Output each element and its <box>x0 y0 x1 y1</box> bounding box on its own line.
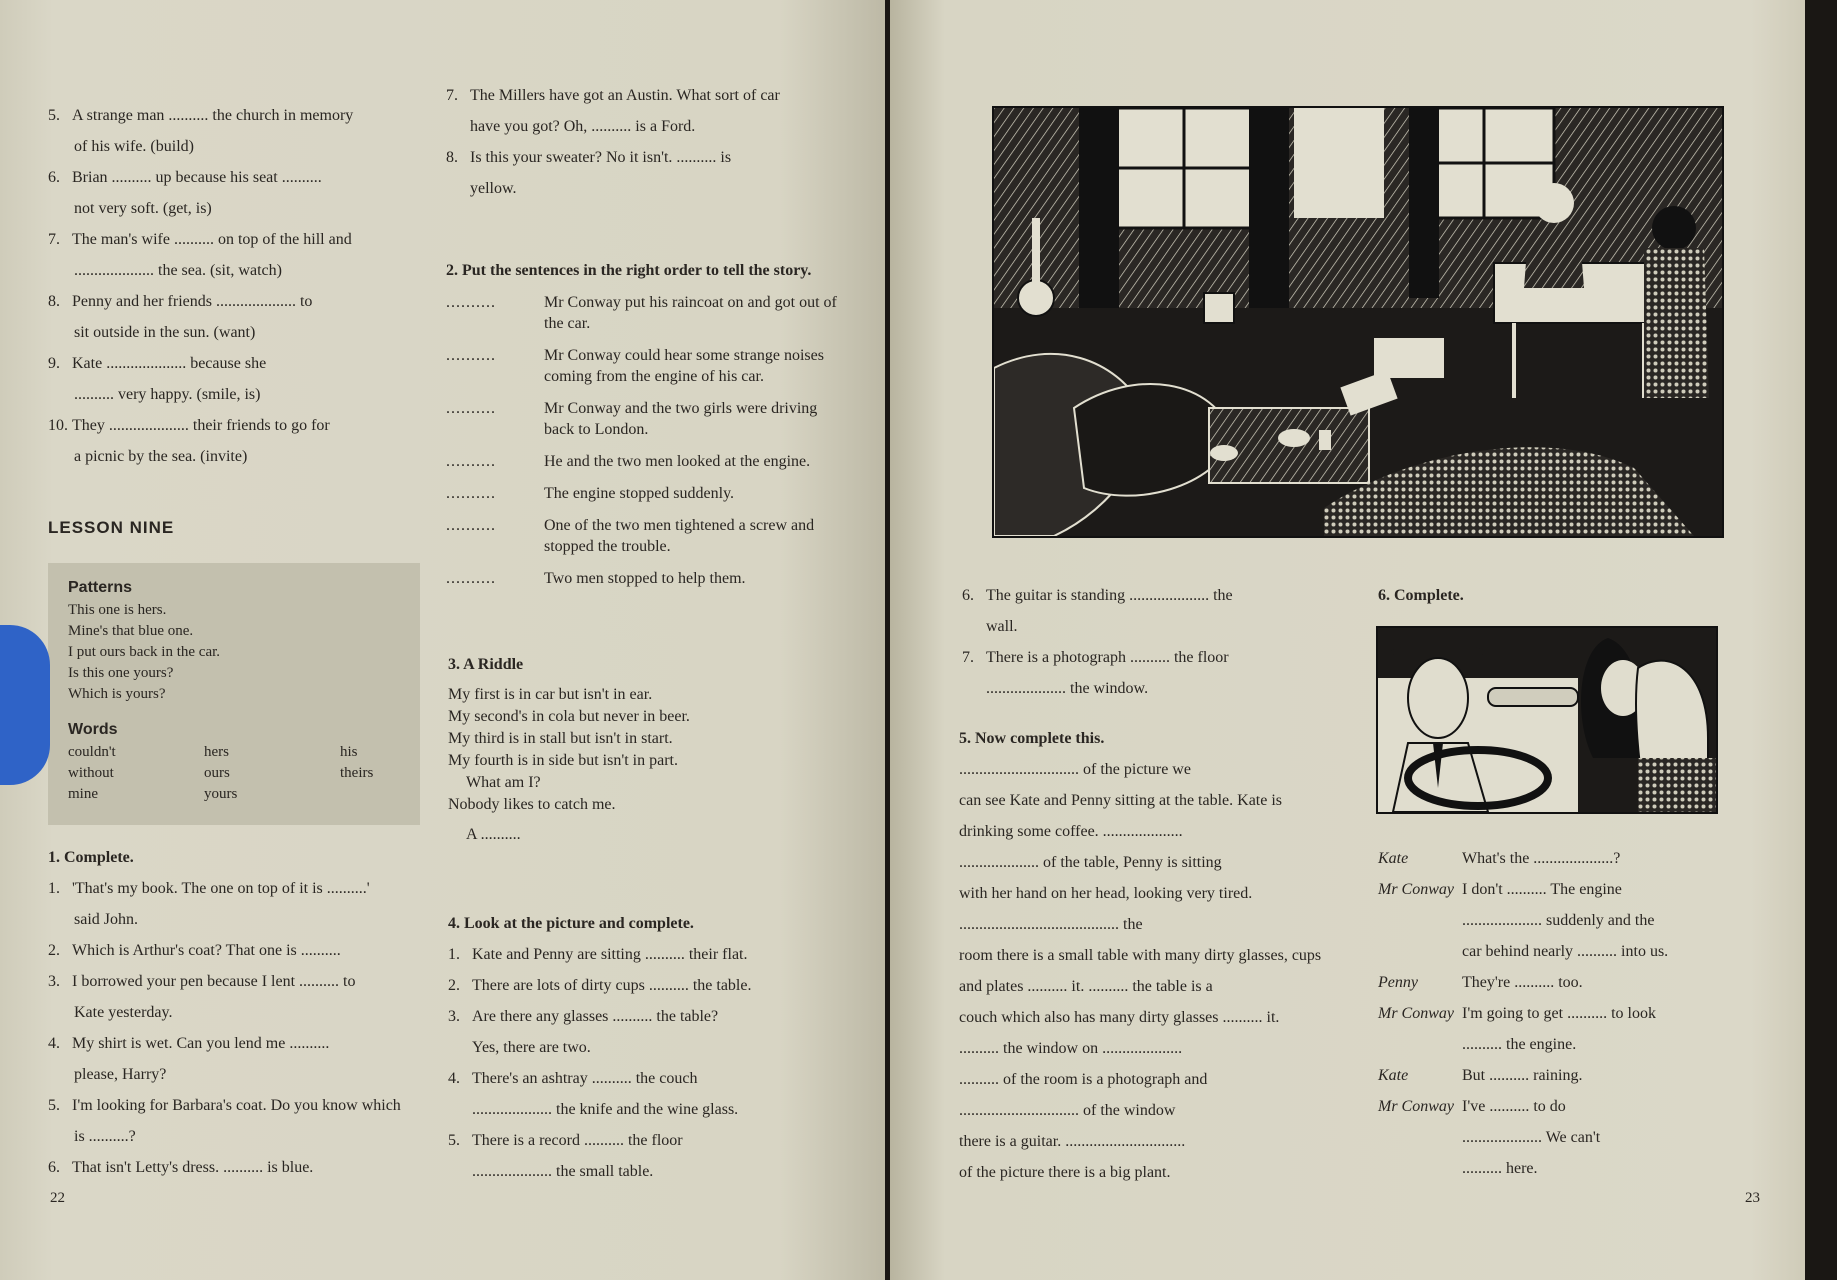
item-text: Which is Arthur's coat? That one is .......... <box>72 942 341 959</box>
car-drawing <box>1378 628 1716 812</box>
dialogue-line: .......... here. <box>1462 1160 1538 1177</box>
item-number: 2. <box>448 977 460 994</box>
riddle-line: My third is in stall but isn't in start. <box>448 730 673 747</box>
item-number: 6. <box>48 1159 60 1176</box>
item-text: The guitar is standing .................... the <box>986 587 1233 604</box>
list-item <box>48 162 428 193</box>
item-text: Brian .......... up because his seat .......... <box>72 169 322 186</box>
speaker <box>1378 1029 1462 1060</box>
item-number: 6. <box>48 169 60 186</box>
list-item <box>448 1125 848 1156</box>
item-text: They .................... their friends to go for <box>72 417 330 434</box>
paragraph-line: can see Kate and Penny sitting at the table. Kate is <box>959 792 1283 809</box>
dialogue-line: I don't .......... The engine <box>1462 881 1622 898</box>
paragraph-line: couch which also has many dirty glasses .......... it. <box>959 1009 1280 1026</box>
paragraph-line: there is a guitar. .............................. <box>959 1133 1186 1150</box>
paragraph-line: .......... the window on .................... <box>959 1040 1183 1057</box>
blue-sticky-tab <box>0 625 50 785</box>
answer-blank: .......... <box>446 400 496 417</box>
story-sentence: Mr Conway put his raincoat on and got out of the car. <box>544 294 837 332</box>
item-text: I borrowed your pen because I lent .......... to <box>72 973 356 990</box>
left-page <box>0 0 885 1280</box>
pattern-line: Mine's that blue one. <box>68 623 194 639</box>
list-item <box>48 966 428 997</box>
riddle-line: My second's in cola but never in beer. <box>448 708 690 725</box>
paragraph-line: drinking some coffee. .................... <box>959 823 1183 840</box>
word-item: hers <box>204 744 229 760</box>
item-text: Penny and her friends .................... to <box>72 293 313 310</box>
item-text-continued: .................... the knife and the wine glass. <box>472 1101 739 1118</box>
pattern-line: I put ours back in the car. <box>68 644 221 660</box>
item-text: Kate .................... because she <box>72 355 267 372</box>
patterns-box <box>48 563 420 825</box>
speaker <box>1378 905 1462 936</box>
paragraph-line: with her hand on her head, looking very tired. <box>959 885 1253 902</box>
word-item: ours <box>204 765 230 781</box>
list-item <box>446 80 846 111</box>
answer-blank: .......... <box>446 485 496 502</box>
story-sentence: He and the two men looked at the engine. <box>544 453 811 470</box>
car-illustration <box>1376 626 1718 814</box>
item-text-continued: Kate yesterday. <box>74 1004 173 1021</box>
pattern-line: This one is hers. <box>68 602 167 618</box>
item-text-continued: .......... very happy. (smile, is) <box>74 386 261 403</box>
item-number: 2. <box>48 942 60 959</box>
paragraph-line: .......... of the room is a photograph and <box>959 1071 1208 1088</box>
exercise-4-continued <box>962 580 1342 704</box>
word-item: his <box>340 744 358 760</box>
item-text-continued: sit outside in the sun. (want) <box>74 324 256 341</box>
exercise-6-heading: 6. Complete. <box>1378 587 1464 604</box>
patterns-heading: Patterns <box>68 579 133 596</box>
exercise-2-heading: 2. Put the sentences in the right order to tell the story. <box>446 262 812 279</box>
item-text-continued: not very soft. (get, is) <box>74 200 212 217</box>
item-text: There's an ashtray .......... the couch <box>472 1070 698 1087</box>
exercise-2 <box>446 255 846 600</box>
riddle-line: My first is in car but isn't in ear. <box>448 686 653 703</box>
exercise-1 <box>48 842 428 1183</box>
exercise-3-heading: 3. A Riddle <box>448 656 524 673</box>
riddle-question: What am I? <box>466 774 541 791</box>
story-sentence: Mr Conway could hear some strange noises coming from the engine of his car. <box>544 347 824 385</box>
speaker: Kate <box>1378 1067 1409 1084</box>
item-text-continued: .................... the window. <box>986 680 1149 697</box>
page-number-right: 23 <box>1745 1190 1760 1206</box>
item-number: 9. <box>48 355 60 372</box>
item-text: Are there any glasses .......... the table? <box>472 1008 719 1025</box>
item-text: The Millers have got an Austin. What sort of car <box>470 87 780 104</box>
right-page <box>890 0 1805 1280</box>
pattern-line: Which is yours? <box>68 686 166 702</box>
list-item <box>48 410 428 441</box>
list-item <box>48 1152 428 1183</box>
item-number: 5. <box>48 1097 60 1114</box>
answer-blank: .......... <box>446 453 496 470</box>
list-item <box>48 935 428 966</box>
list-item <box>48 1028 428 1059</box>
item-number: 7. <box>962 649 974 666</box>
item-number: 4. <box>48 1035 60 1052</box>
list-item <box>48 224 428 255</box>
dialogue-line: They're .......... too. <box>1462 974 1583 991</box>
item-text-continued: .................... the small table. <box>472 1163 654 1180</box>
page-number-left: 22 <box>50 1190 65 1206</box>
pattern-line: Is this one yours? <box>68 665 174 681</box>
dialogue-line: .................... suddenly and the <box>1462 912 1655 929</box>
word-item: without <box>68 765 114 781</box>
speaker: Kate <box>1378 850 1409 867</box>
item-number: 8. <box>446 149 458 166</box>
patterns-lines <box>68 600 400 705</box>
item-text-continued: wall. <box>986 618 1018 635</box>
list-item <box>48 286 428 317</box>
list-item <box>448 939 848 970</box>
item-text: That isn't Letty's dress. .......... is blue. <box>72 1159 314 1176</box>
word-item <box>340 784 420 805</box>
dialogue-line: .......... the engine. <box>1462 1036 1577 1053</box>
item-text: A strange man .......... the church in memory <box>72 107 354 124</box>
words-grid <box>68 742 400 805</box>
item-text: The man's wife .......... on top of the hill and <box>72 231 352 248</box>
dialogue-line: .................... We can't <box>1462 1129 1601 1146</box>
story-sentence: Two men stopped to help them. <box>544 570 746 587</box>
item-number: 8. <box>48 293 60 310</box>
riddle-answer: A .......... <box>466 826 521 843</box>
item-text: 'That's my book. The one on top of it is ..........' <box>72 880 370 897</box>
answer-blank: .......... <box>446 294 496 311</box>
item-number: 1. <box>48 880 60 897</box>
speaker: Penny <box>1378 974 1418 991</box>
item-text: There is a photograph .......... the floor <box>986 649 1229 666</box>
story-sentence: Mr Conway and the two girls were driving back to London. <box>544 400 818 438</box>
dialogue-line: But .......... raining. <box>1462 1067 1583 1084</box>
speaker: Mr Conway <box>1378 1005 1454 1022</box>
speaker <box>1378 1122 1462 1153</box>
item-text: Is this your sweater? No it isn't. .......... is <box>470 149 732 166</box>
item-text-continued: yellow. <box>470 180 517 197</box>
item-number: 5. <box>48 107 60 124</box>
list-item <box>48 100 428 131</box>
riddle-line: My fourth is in side but isn't in part. <box>448 752 678 769</box>
item-text: My shirt is wet. Can you lend me .......... <box>72 1035 330 1052</box>
exercise-5-heading: 5. Now complete this. <box>959 730 1105 747</box>
item-text-continued: is ..........? <box>74 1128 136 1145</box>
item-text-continued: of his wife. (build) <box>74 138 194 155</box>
item-number: 7. <box>48 231 60 248</box>
list-item <box>962 580 1342 611</box>
item-text-continued: .................... the sea. (sit, watch) <box>74 262 282 279</box>
dialogue-line: What's the ....................? <box>1462 850 1621 867</box>
exercise-6-dialogue <box>1378 843 1778 1184</box>
exercise-3 <box>448 654 848 846</box>
item-number: 1. <box>448 946 460 963</box>
item-text: Kate and Penny are sitting .......... their flat. <box>472 946 748 963</box>
speaker <box>1378 1153 1462 1184</box>
words-heading: Words <box>68 721 118 738</box>
item-text-continued: please, Harry? <box>74 1066 167 1083</box>
exercise-6 <box>1378 580 1758 611</box>
list-item <box>962 642 1342 673</box>
speaker <box>1378 936 1462 967</box>
word-item: couldn't <box>68 744 116 760</box>
item-number: 3. <box>48 973 60 990</box>
list-item <box>446 142 846 173</box>
word-item: theirs <box>340 765 374 781</box>
answer-blank: .......... <box>446 517 496 534</box>
exercise-1-heading: 1. Complete. <box>48 849 134 866</box>
speaker: Mr Conway <box>1378 881 1454 898</box>
list-item <box>448 1001 848 1032</box>
speaker: Mr Conway <box>1378 1098 1454 1115</box>
list-item <box>48 873 428 904</box>
answer-blank: .......... <box>446 570 496 587</box>
item-text-continued: a picnic by the sea. (invite) <box>74 448 248 465</box>
list-item <box>48 348 428 379</box>
list-item <box>448 1063 848 1094</box>
lesson-title: LESSON NINE <box>48 518 175 537</box>
living-room-drawing <box>994 108 1722 536</box>
exercise-continued-list <box>48 100 428 472</box>
paragraph-line: room there is a small table with many dirty glasses, cups <box>959 947 1322 964</box>
list-item <box>448 970 848 1001</box>
list-item <box>48 1090 428 1121</box>
exercise-5 <box>959 723 1349 1188</box>
paragraph-line: ........................................ the <box>959 916 1143 933</box>
exercise-4 <box>448 908 848 1187</box>
item-text-continued: have you got? Oh, .......... is a Ford. <box>470 118 696 135</box>
flat-illustration <box>992 106 1724 538</box>
item-number: 5. <box>448 1132 460 1149</box>
item-number: 7. <box>446 87 458 104</box>
paragraph-line: and plates .......... it. .......... the table is a <box>959 978 1213 995</box>
dialogue-line: car behind nearly .......... into us. <box>1462 943 1669 960</box>
item-number: 10. <box>48 417 68 434</box>
word-item: mine <box>68 786 98 802</box>
riddle-hint: Nobody likes to catch me. <box>448 796 616 813</box>
item-number: 3. <box>448 1008 460 1025</box>
story-sentence: One of the two men tightened a screw and stopped the trouble. <box>544 517 815 555</box>
paragraph-line: .............................. of the window <box>959 1102 1176 1119</box>
dialogue-line: I'm going to get .......... to look <box>1462 1005 1656 1022</box>
item-text-continued: said John. <box>74 911 138 928</box>
item-text: There is a record .......... the floor <box>472 1132 683 1149</box>
item-text-continued: Yes, there are two. <box>472 1039 591 1056</box>
paragraph-line: .............................. of the picture we <box>959 761 1191 778</box>
item-number: 6. <box>962 587 974 604</box>
exercise-continued-col2 <box>446 80 846 204</box>
word-item: yours <box>204 786 238 802</box>
item-text: There are lots of dirty cups .......... the table. <box>472 977 752 994</box>
exercise-4-heading: 4. Look at the picture and complete. <box>448 915 694 932</box>
paragraph-line: of the picture there is a big plant. <box>959 1164 1171 1181</box>
dialogue-line: I've .......... to do <box>1462 1098 1566 1115</box>
item-text: I'm looking for Barbara's coat. Do you know which <box>72 1097 401 1114</box>
item-number: 4. <box>448 1070 460 1087</box>
answer-blank: .......... <box>446 347 496 364</box>
paragraph-line: .................... of the table, Penny is sitting <box>959 854 1222 871</box>
story-sentence: The engine stopped suddenly. <box>544 485 735 502</box>
